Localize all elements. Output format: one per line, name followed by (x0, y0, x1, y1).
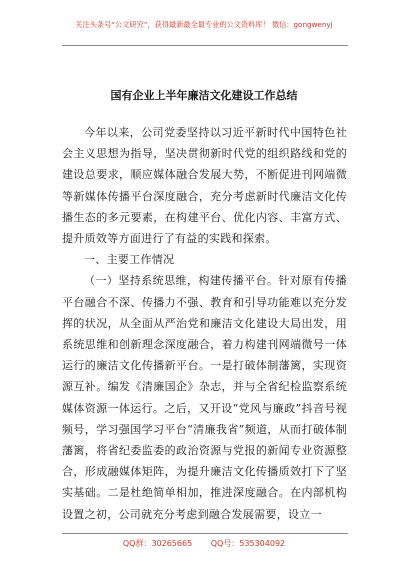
document-body (62, 122, 347, 525)
qq-number-label: QQ号：535304092 (210, 539, 286, 548)
header-divider (62, 45, 348, 46)
body-paragraph: （一）坚持系统思维，构建传播平台。针对原有传播平台融合不深、传播力不强、教育和引导功能难以充分发挥的状况，从全面从严治党和廉洁文化建设大局出发，用系统思维和创新理念深度融合，着力构建刊网端微号一体运行的廉洁文化传播新平台。一是打破体制藩篱，实现资源互补。编发《清廉国企》杂志，并与全省纪检监察系统媒体资源一体运行。之后，又开设“党风与廉政”抖音号视频号，学习强国学习平台“清廉我省”频道，从而打破体制藩篱，将省纪委监委的政治资源与党报的新闻专业资源整合，形成融媒体矩阵，为提升廉洁文化传播质效打下了坚实基础。二是杜绝简单相加，推进深度融合。在内部机构设置之初，公司就充分考虑到融合发展需要，设立一 (62, 274, 347, 521)
intro-paragraph: 今年以来，公司党委坚持以习近平新时代中国特色社会主义思想为指导，坚决贯彻新时代党的组织路线和党的建设总要求，顺应媒体融合发展大势，不断促进刊网端微等新媒体传播平台深度融合，充分考虑新时代廉洁文化传播生态的多元要素，在构建平台、优化内容、丰富方式、提升质效等方面进行了有益的实践和探索。 (62, 126, 347, 246)
footer-divider (62, 533, 348, 534)
top-banner: 关注头条号“公文研究”，获得最新最全最专业的公文资料库！ 微信：gongwenyj (75, 20, 333, 29)
page-title: 国有企业上半年廉洁文化建设工作总结 (110, 89, 298, 102)
qq-group-label: QQ群：30265665 (122, 539, 193, 548)
section-heading: 一、主要工作情况 (84, 253, 175, 267)
footer-banner (0, 538, 408, 549)
